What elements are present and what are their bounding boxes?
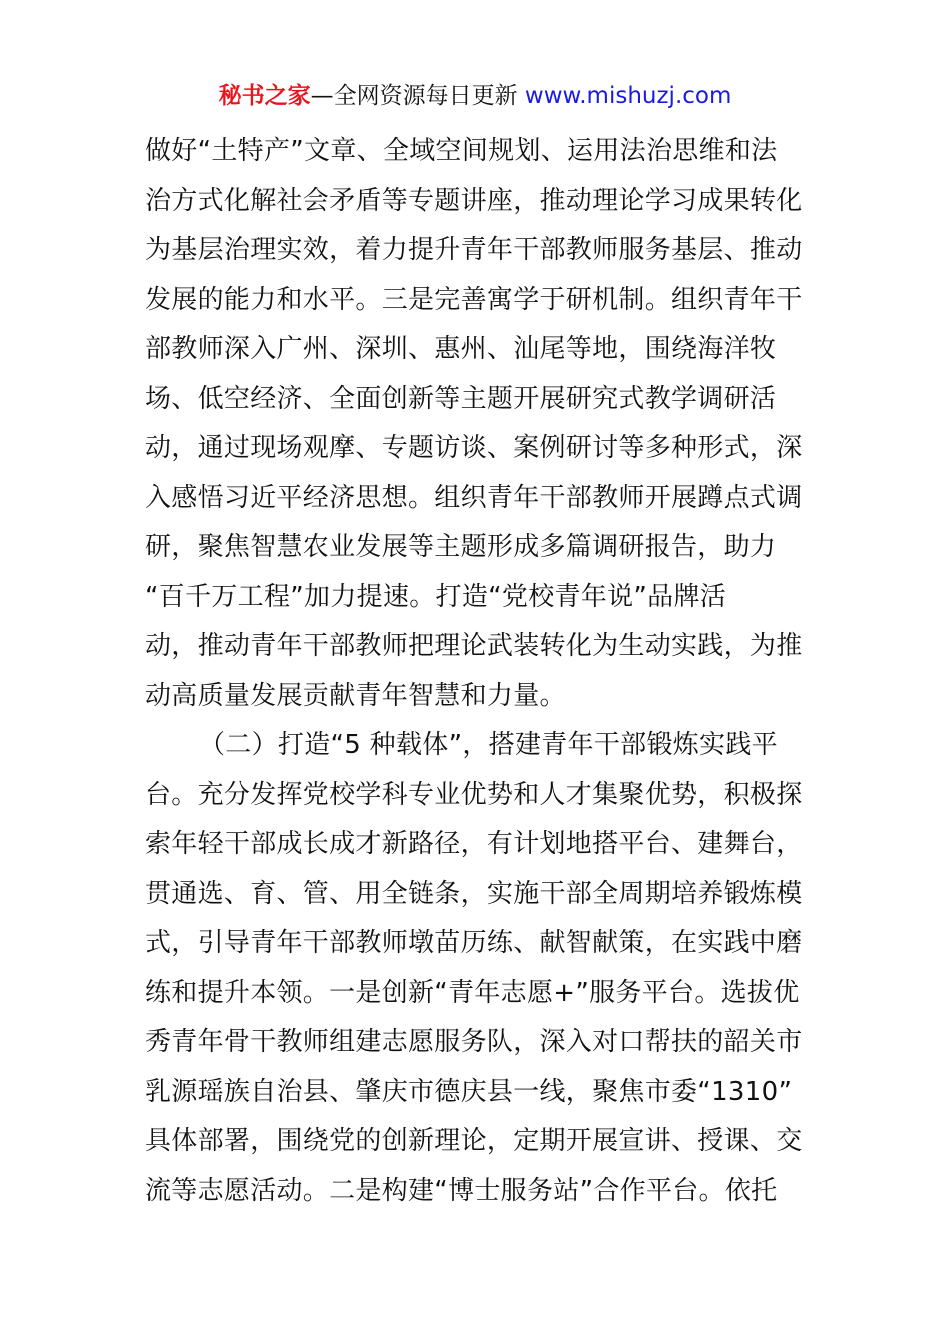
text-line: 研，聚焦智慧农业发展等主题形成多篇调研报告，助力 (145, 532, 777, 562)
text-line: 流等志愿活动。二是构建“博士服务站”合作平台。依托 (145, 1175, 778, 1206)
text-line: 部教师深入广州、深圳、惠州、汕尾等地，围绕海洋牧 (145, 334, 777, 364)
text-line: 发展的能力和水平。三是完善寓学于研机制。组织青年干 (145, 284, 803, 315)
section-heading-line: （二）打造“5 种载体”，搭建青年干部锻炼实践平 (199, 730, 778, 760)
text-line: 贯通选、育、管、用全链条，实施干部全周期培养锻炼模 (145, 878, 803, 909)
site-url: www.mishuzj.com (524, 83, 732, 109)
text-line: 练和提升本领。一是创新“青年志愿+”服务平台。选拔优 (145, 977, 800, 1008)
header-tagline: —全网资源每日更新 (310, 83, 525, 109)
text-line: “百千万工程”加力提速。打造“党校青年说”品牌活 (145, 581, 727, 612)
text-line: 具体部署，围绕党的创新理论，定期开展宣讲、授课、交 (145, 1126, 803, 1156)
text-line: 入感悟习近平经济思想。组织青年干部教师开展蹲点式调 (145, 482, 803, 513)
text-line: 为基层治理实效，着力提升青年干部教师服务基层、推动 (145, 235, 803, 265)
text-line: 治方式化解社会矛盾等专题讲座，推动理论学习成果转化 (145, 185, 803, 216)
document-body (145, 127, 815, 1216)
site-header (0, 80, 950, 112)
text-line: 动，通过现场观摩、专题访谈、案例研讨等多种形式，深 (145, 433, 803, 463)
brand-name: 秘书之家 (218, 83, 311, 109)
text-line: 场、低空经济、全面创新等主题开展研究式教学调研活 (145, 383, 777, 414)
text-line: 动高质量发展贡献青年智慧和力量。 (145, 680, 566, 711)
text-line: 乳源瑶族自治县、肇庆市德庆县一线，聚焦市委“1310” (145, 1076, 793, 1107)
text-line: 做好“土特产”文章、全域空间规划、运用法治思维和法 (145, 136, 778, 166)
text-line: 式，引导青年干部教师墩苗历练、献智献策，在实践中磨 (145, 928, 803, 958)
text-line: 动，推动青年干部教师把理论武装转化为生动实践，为推 (145, 631, 803, 661)
text-line: 台。充分发挥党校学科专业优势和人才集聚优势，积极探 (145, 779, 803, 810)
text-line: 索年轻干部成长成才新路径，有计划地搭平台、建舞台， (145, 829, 803, 859)
text-line: 秀青年骨干教师组建志愿服务队，深入对口帮扶的韶关市 (145, 1027, 803, 1057)
